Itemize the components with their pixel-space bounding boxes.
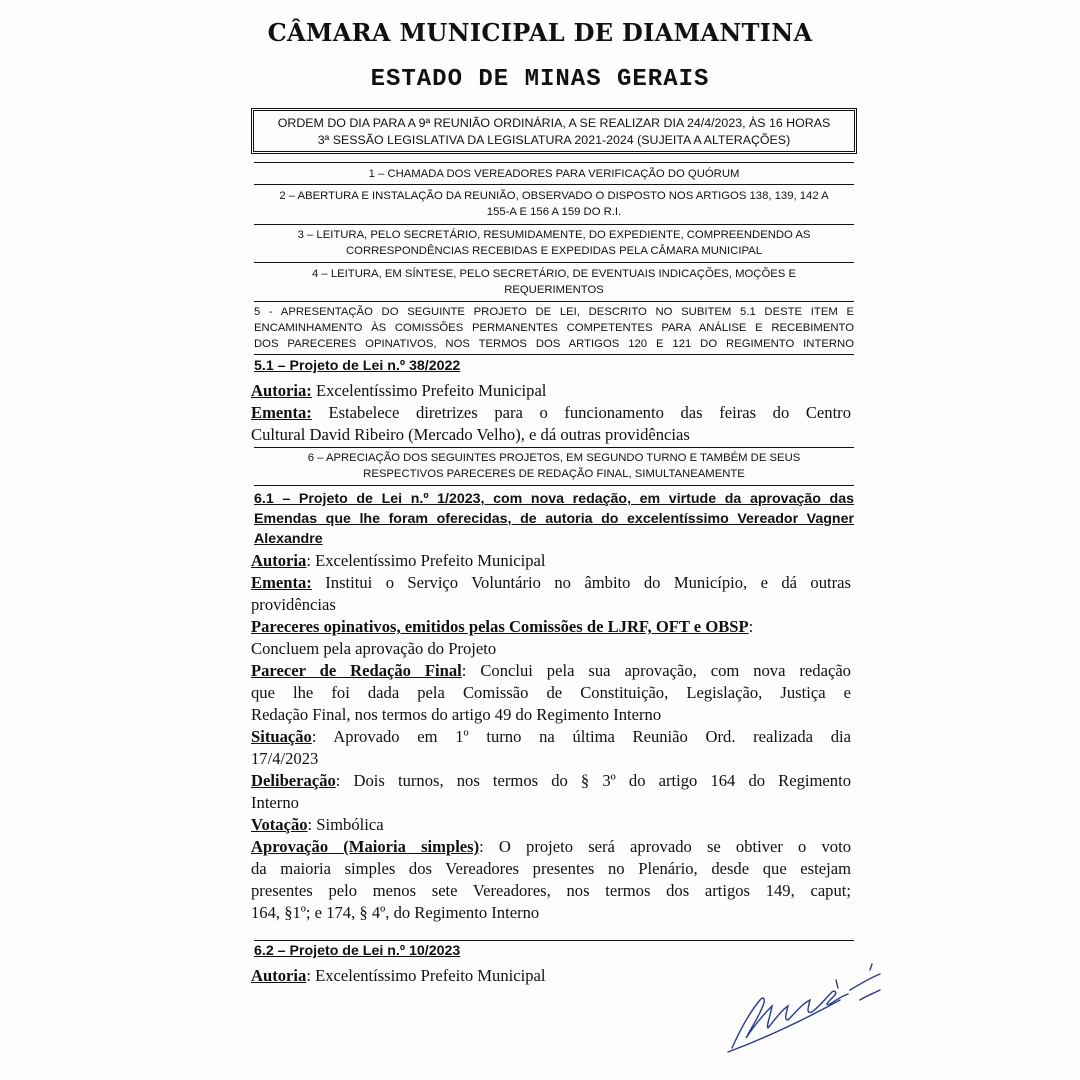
- aprovacao-cont: presentes pelo menos sete Vereadores, nos termos dos artigos 149, caput;: [251, 881, 851, 900]
- aprovacao-value: : O projeto será aprovado se obtiver o voto: [479, 837, 851, 856]
- agenda-item-4-line: REQUERIMENTOS: [504, 284, 604, 296]
- project-5-1-body: [251, 380, 851, 446]
- project-6-1-autoria: [251, 550, 851, 572]
- agenda-item-6: [254, 450, 854, 482]
- agenda-item-2-line: 155-A E 156 A 159 DO R.I.: [486, 206, 622, 218]
- divider: [254, 224, 854, 225]
- ementa-label: Ementa:: [251, 403, 312, 422]
- state-subtitle: ESTADO DE MINAS GERAIS: [370, 66, 710, 93]
- project-6-1-aprovacao: [251, 836, 851, 858]
- agenda-item-6-line: RESPECTIVOS PARECERES DE REDAÇÃO FINAL, SIMULTANEAMENTE: [363, 468, 745, 480]
- agenda-item-3-line: 3 – LEITURA, PELO SECRETÁRIO, RESUMIDAMENTE, DO EXPEDIENTE, COMPREENDENDO AS: [297, 229, 811, 241]
- autoria-value: : Excelentíssimo Prefeito Municipal: [306, 551, 546, 570]
- ementa-value: Institui o Serviço Voluntário no âmbito do Município, e dá outras: [325, 573, 851, 592]
- redacao-cont: Redação Final, nos termos do artigo 49 do Regimento Interno: [251, 705, 662, 724]
- autoria-label: Autoria:: [251, 381, 312, 400]
- autoria-value: : Excelentíssimo Prefeito Municipal: [306, 966, 546, 985]
- chamber-title: CÂMARA MUNICIPAL DE DIAMANTINA: [267, 18, 813, 47]
- situacao-label: Situação: [251, 727, 312, 746]
- project-5-1-ementa: [251, 402, 851, 424]
- votacao-value: : Simbólica: [307, 815, 384, 834]
- divider: [254, 162, 854, 163]
- divider: [254, 447, 854, 448]
- heading-line: Emendas que lhe foram oferecidas, de autoria do excelentíssimo Vereador Vagner: [254, 511, 854, 527]
- deliberacao-label: Deliberação: [251, 771, 336, 790]
- redacao-value: : Conclui pela sua aprovação, com nova redação: [461, 661, 851, 680]
- agenda-item-2-line: 2 – ABERTURA E INSTALAÇÃO DA REUNIÃO, OBSERVADO O DISPOSTO NOS ARTIGOS 138, 139, 142 A: [279, 190, 829, 202]
- ementa-value: Estabelece diretrizes para o funcionamento das feiras do Centro: [328, 403, 851, 422]
- autoria-label: Autoria: [251, 966, 307, 985]
- deliberacao-value: : Dois turnos, nos termos do § 3º do artigo 164 do Regimento: [335, 771, 851, 790]
- agenda-item-3-line: CORRESPONDÊNCIAS RECEBIDAS E EXPEDIDAS PELA CÂMARA MUNICIPAL: [346, 245, 762, 257]
- project-6-1-votacao: [251, 814, 851, 836]
- project-6-1-ementa: [251, 572, 851, 594]
- redacao-cont: que lhe foi dada pela Comissão de Constituição, Legislação, Justiça e: [251, 683, 851, 702]
- divider: [254, 485, 854, 486]
- redacao-label: Parecer de Redação Final: [251, 661, 462, 680]
- agenda-item-2: [254, 188, 854, 220]
- aprovacao-cont: 164, §1º; e 174, § 4º, do Regimento Interno: [251, 903, 540, 922]
- agenda-item-5-line: ENCAMINHAMENTO ÀS COMISSÕES PERMANENTES COMPETENTES PARA ANÁLISE E RECEBIMENTO: [254, 322, 854, 334]
- agenda-line-2: 3ª SESSÃO LEGISLATIVA DA LEGISLATURA 2021-2024 (SUJEITA A ALTERAÇÕES): [317, 133, 791, 147]
- aprovacao-cont: da maioria simples dos Vereadores presentes no Plenário, desde que estejam: [251, 859, 851, 878]
- divider: [254, 301, 854, 302]
- handwritten-signature-icon: [720, 960, 900, 1060]
- agenda-item-1-text: 1 – CHAMADA DOS VEREADORES PARA VERIFICAÇÃO DO QUÓRUM: [368, 168, 740, 180]
- deliberacao-cont: Interno: [251, 793, 299, 812]
- divider: [254, 940, 854, 941]
- agenda-item-5-line: 5 - APRESENTAÇÃO DO SEGUINTE PROJETO DE LEI, DESCRITO NO SUBITEM 5.1 DESTE ITEM E: [254, 306, 854, 318]
- agenda-item-4: [254, 266, 854, 298]
- heading-line: 6.1 – Projeto de Lei n.º 1/2023, com nova redação, em virtude da aprovação das: [254, 491, 854, 507]
- agenda-item-5: [254, 304, 854, 352]
- autoria-label: Autoria: [251, 551, 307, 570]
- agenda-item-3: [254, 227, 854, 259]
- project-6-2-heading: 6.2 – Projeto de Lei n.º 10/2023: [254, 943, 461, 959]
- divider: [254, 262, 854, 263]
- project-5-1-heading: 5.1 – Projeto de Lei n.º 38/2022: [254, 358, 461, 374]
- agenda-item-5-line: DOS PARECERES OPINATIVOS, NOS TERMOS DOS ARTIGOS 120 E 121 DO REGIMENTO INTERNO: [254, 338, 854, 350]
- agenda-item-4-line: 4 – LEITURA, EM SÍNTESE, PELO SECRETÁRIO, DE EVENTUAIS INDICAÇÕES, MOÇÕES E: [312, 268, 796, 280]
- heading-line: Alexandre: [254, 531, 323, 547]
- project-6-1-heading: [254, 489, 854, 549]
- aprovacao-label: Aprovação (Maioria simples): [251, 837, 480, 856]
- project-6-1-deliberacao: [251, 770, 851, 792]
- project-5-1-autoria: [251, 380, 851, 402]
- ementa-cont: providências: [251, 595, 336, 614]
- divider: [254, 354, 854, 355]
- project-6-1-situacao: [251, 726, 851, 748]
- pareceres-label: Pareceres opinativos, emitidos pelas Comissões de LJRF, OFT e OBSP: [251, 617, 749, 636]
- situacao-value: : Aprovado em 1º turno na última Reunião Ord. realizada dia: [311, 727, 851, 746]
- autoria-value: Excelentíssimo Prefeito Municipal: [316, 381, 547, 400]
- agenda-line-1: ORDEM DO DIA PARA A 9ª REUNIÃO ORDINÁRIA, A SE REALIZAR DIA 24/4/2023, ÀS 16 HORAS: [277, 116, 831, 130]
- votacao-label: Votação: [251, 815, 308, 834]
- divider: [254, 184, 854, 185]
- project-6-1-body: [251, 550, 851, 924]
- agenda-item-6-line: 6 – APRECIAÇÃO DOS SEGUINTES PROJETOS, EM SEGUNDO TURNO E TAMBÉM DE SEUS: [307, 452, 801, 464]
- ementa-label: Ementa:: [251, 573, 312, 592]
- project-6-1-pareceres: Pareceres opinativos, emitidos pelas Comissões de LJRF, OFT e OBSP:: [251, 617, 754, 636]
- pareceres-value: Concluem pela aprovação do Projeto: [251, 639, 497, 658]
- project-5-1-ementa-cont: Cultural David Ribeiro (Mercado Velho), e dá outras providências: [251, 425, 690, 444]
- situacao-cont: 17/4/2023: [251, 749, 319, 768]
- agenda-item-1: [254, 166, 854, 182]
- project-6-1-redacao: [251, 660, 851, 682]
- agenda-header-box: [251, 108, 857, 154]
